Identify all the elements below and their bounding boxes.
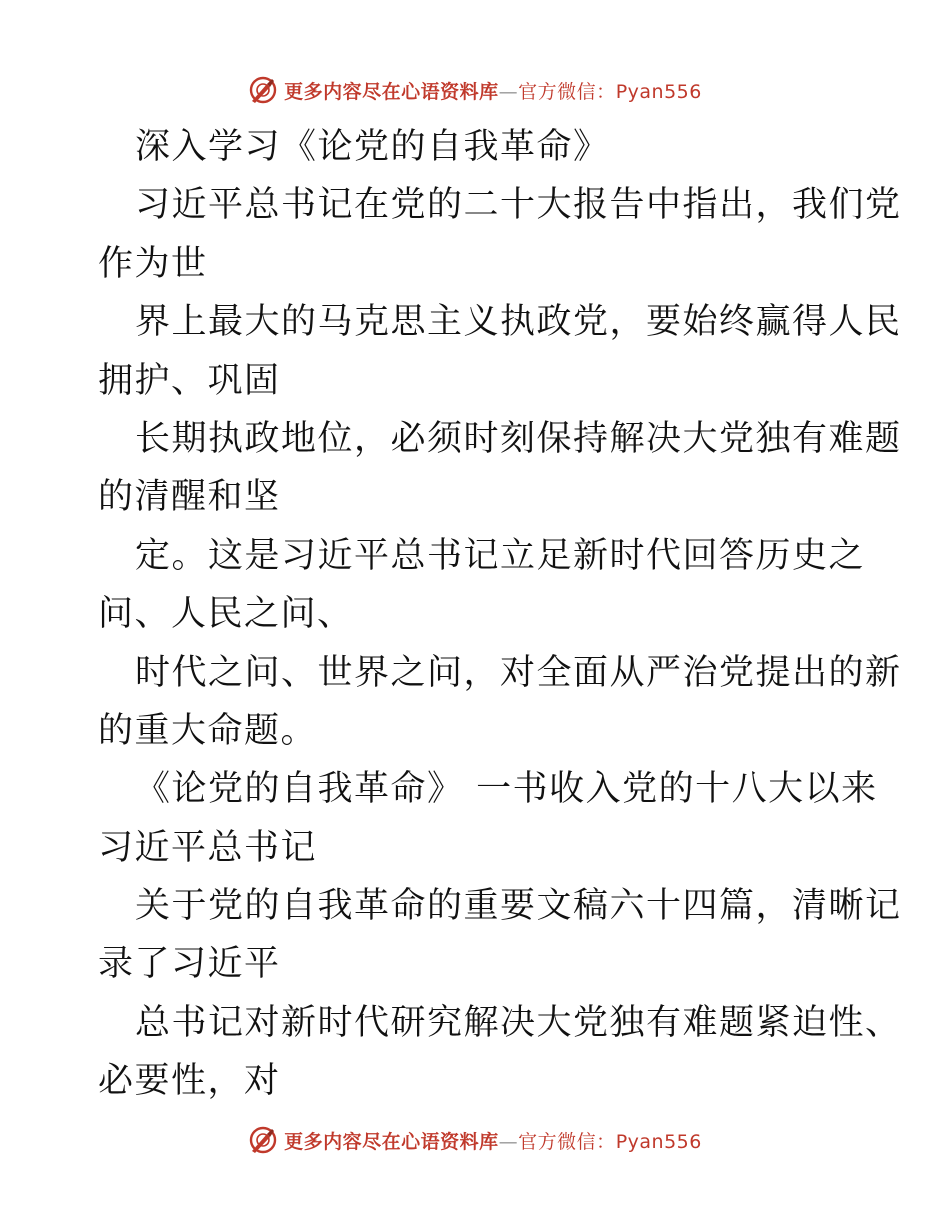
- text-line: 必要性，对: [98, 1061, 281, 1102]
- header-banner: [0, 70, 950, 110]
- text-line: 拥护、巩固: [98, 360, 281, 401]
- banner-wechat-id: Pyan556: [615, 80, 702, 103]
- pen-logo-icon: [248, 1125, 278, 1155]
- banner-wechat-label: 官方微信：: [518, 80, 616, 103]
- text-line: 关于党的自我革命的重要文稿六十四篇，清晰记: [135, 886, 902, 927]
- text-line: 界上最大的马克思主义执政党，要始终赢得人民: [135, 302, 902, 343]
- text-line: 问、人民之问、: [98, 594, 354, 635]
- banner-slogan: 更多内容尽在心语资料库: [284, 1130, 499, 1153]
- banner-text: [284, 77, 702, 104]
- text-line: 习近平总书记在党的二十大报告中指出，我们党: [135, 185, 902, 226]
- banner-wechat-label: 官方微信：: [518, 1130, 616, 1153]
- banner-slogan: 更多内容尽在心语资料库: [284, 80, 499, 103]
- text-line: 《论党的自我革命》 一书收入党的十八大以来: [135, 769, 878, 810]
- document-body: [98, 118, 902, 1111]
- text-line: 习近平总书记: [98, 827, 318, 868]
- text-line: 时代之问、世界之问，对全面从严治党提出的新: [135, 652, 902, 693]
- banner-dash: —: [498, 80, 519, 103]
- pen-logo-icon: [248, 75, 278, 105]
- text-line: 的清醒和坚: [98, 477, 281, 518]
- document-title: 深入学习《论党的自我革命》: [135, 127, 610, 167]
- banner-wechat-id: Pyan556: [615, 1130, 702, 1153]
- text-line: 长期执政地位，必须时刻保持解决大党独有难题: [135, 418, 902, 459]
- text-line: 的重大命题。: [98, 710, 318, 751]
- text-line: 总书记对新时代研究解决大党独有难题紧迫性、: [135, 1002, 902, 1043]
- text-line: 作为世: [98, 243, 208, 284]
- footer-banner: [0, 1120, 950, 1160]
- text-line: 定。这是习近平总书记立足新时代回答历史之: [135, 535, 866, 576]
- text-line: 录了习近平: [98, 944, 281, 985]
- banner-dash: —: [498, 1130, 519, 1153]
- banner-text: [284, 1127, 702, 1154]
